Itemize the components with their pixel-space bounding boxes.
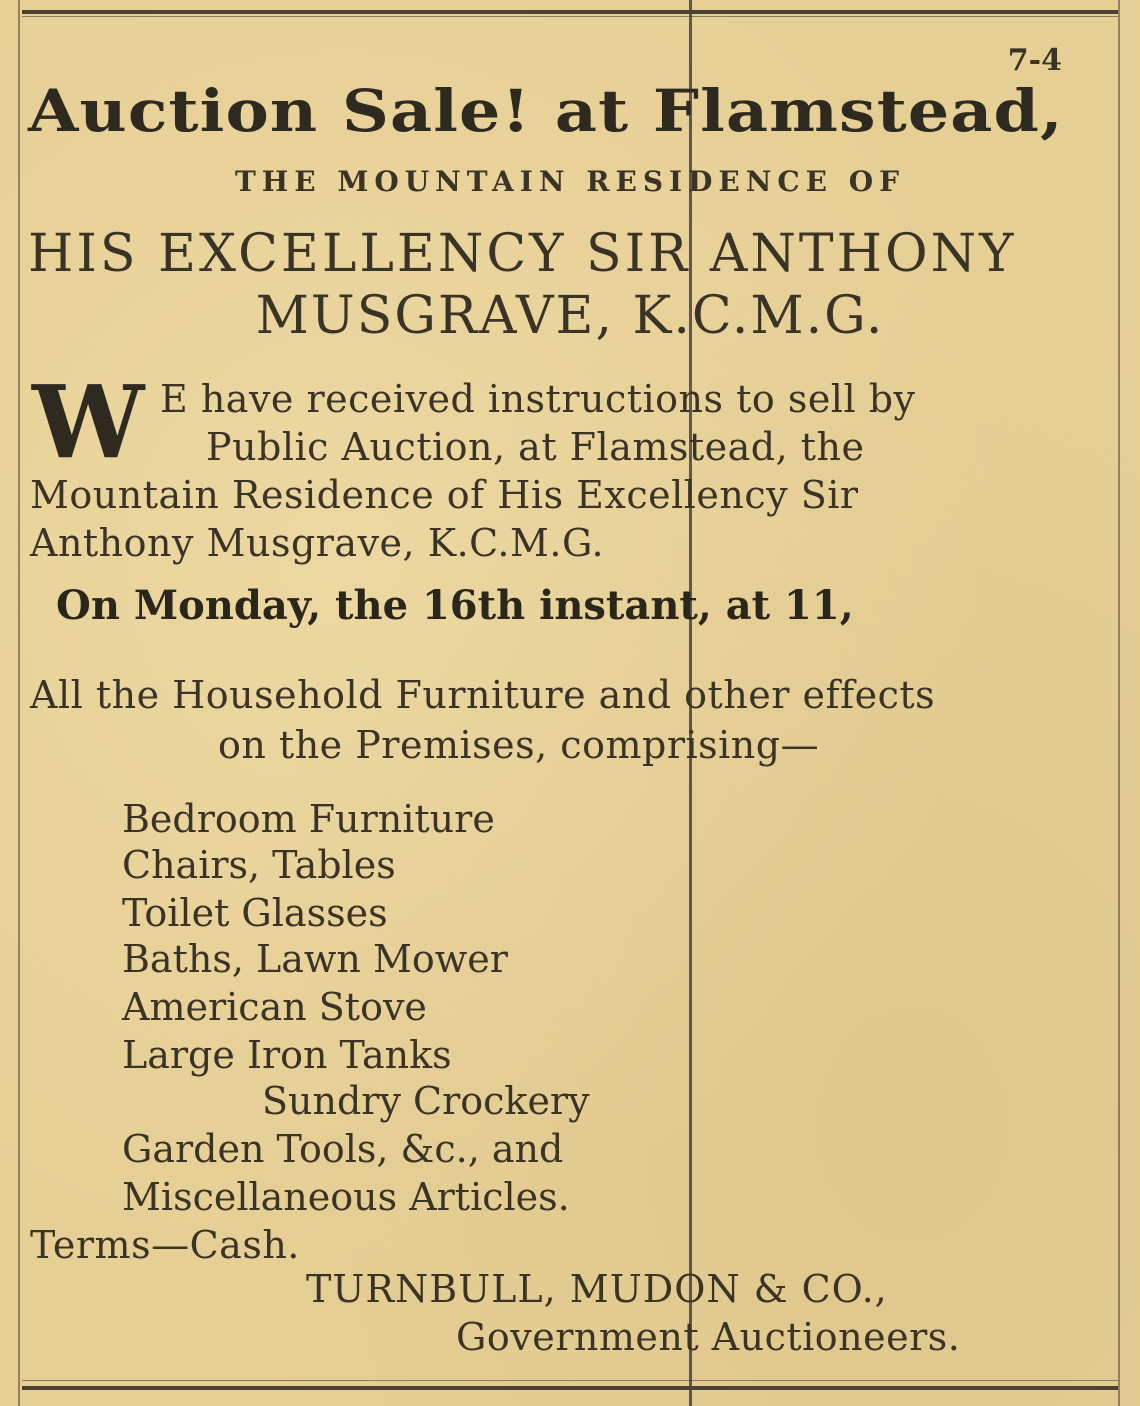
body-line: Public Auction, at Flamstead, the [206, 425, 865, 469]
body-line: E have received instructions to sell by [160, 377, 916, 421]
auctioneer-role: Government Auctioneers. [456, 1315, 961, 1359]
left-column-rule [18, 0, 20, 1406]
list-item: Large Iron Tanks [122, 1033, 452, 1077]
notice-subtitle: THE MOUNTAIN RESIDENCE OF [234, 165, 906, 198]
list-item: Bedroom Furniture [122, 797, 495, 841]
drop-cap: W [32, 363, 145, 481]
intro-line: on the Premises, comprising— [218, 723, 820, 767]
body-line: Mountain Residence of His Excellency Sir [30, 473, 859, 517]
list-item: Sundry Crockery [262, 1079, 590, 1123]
bottom-border-hairline [22, 1380, 1118, 1381]
list-item: American Stove [122, 985, 427, 1029]
auctioneer-firm: TURNBULL, MUDON & CO., [306, 1267, 888, 1311]
notice-number: 7-4 [1007, 43, 1062, 78]
list-item: Miscellaneous Articles. [122, 1175, 570, 1219]
auction-date: On Monday, the 16th instant, at 11, [56, 582, 854, 629]
owner-name-line-1: HIS EXCELLENCY SIR ANTHONY [28, 224, 1017, 284]
list-item: Chairs, Tables [122, 843, 396, 887]
top-border-hairline [22, 16, 1118, 17]
payment-terms: Terms—Cash. [30, 1223, 300, 1267]
bottom-border-rule [22, 1386, 1118, 1390]
body-line: Anthony Musgrave, K.C.M.G. [30, 521, 605, 565]
notice-title: Auction Sale! at Flamstead, [28, 77, 1064, 145]
top-border-rule [22, 10, 1118, 14]
list-item: Baths, Lawn Mower [122, 937, 508, 981]
right-column-rule [1118, 0, 1120, 1406]
list-item: Garden Tools, &c., and [122, 1127, 564, 1171]
intro-line: All the Household Furniture and other effects [30, 673, 936, 717]
owner-name-line-2: MUSGRAVE, K.C.M.G. [255, 286, 885, 346]
list-item: Toilet Glasses [122, 891, 388, 935]
